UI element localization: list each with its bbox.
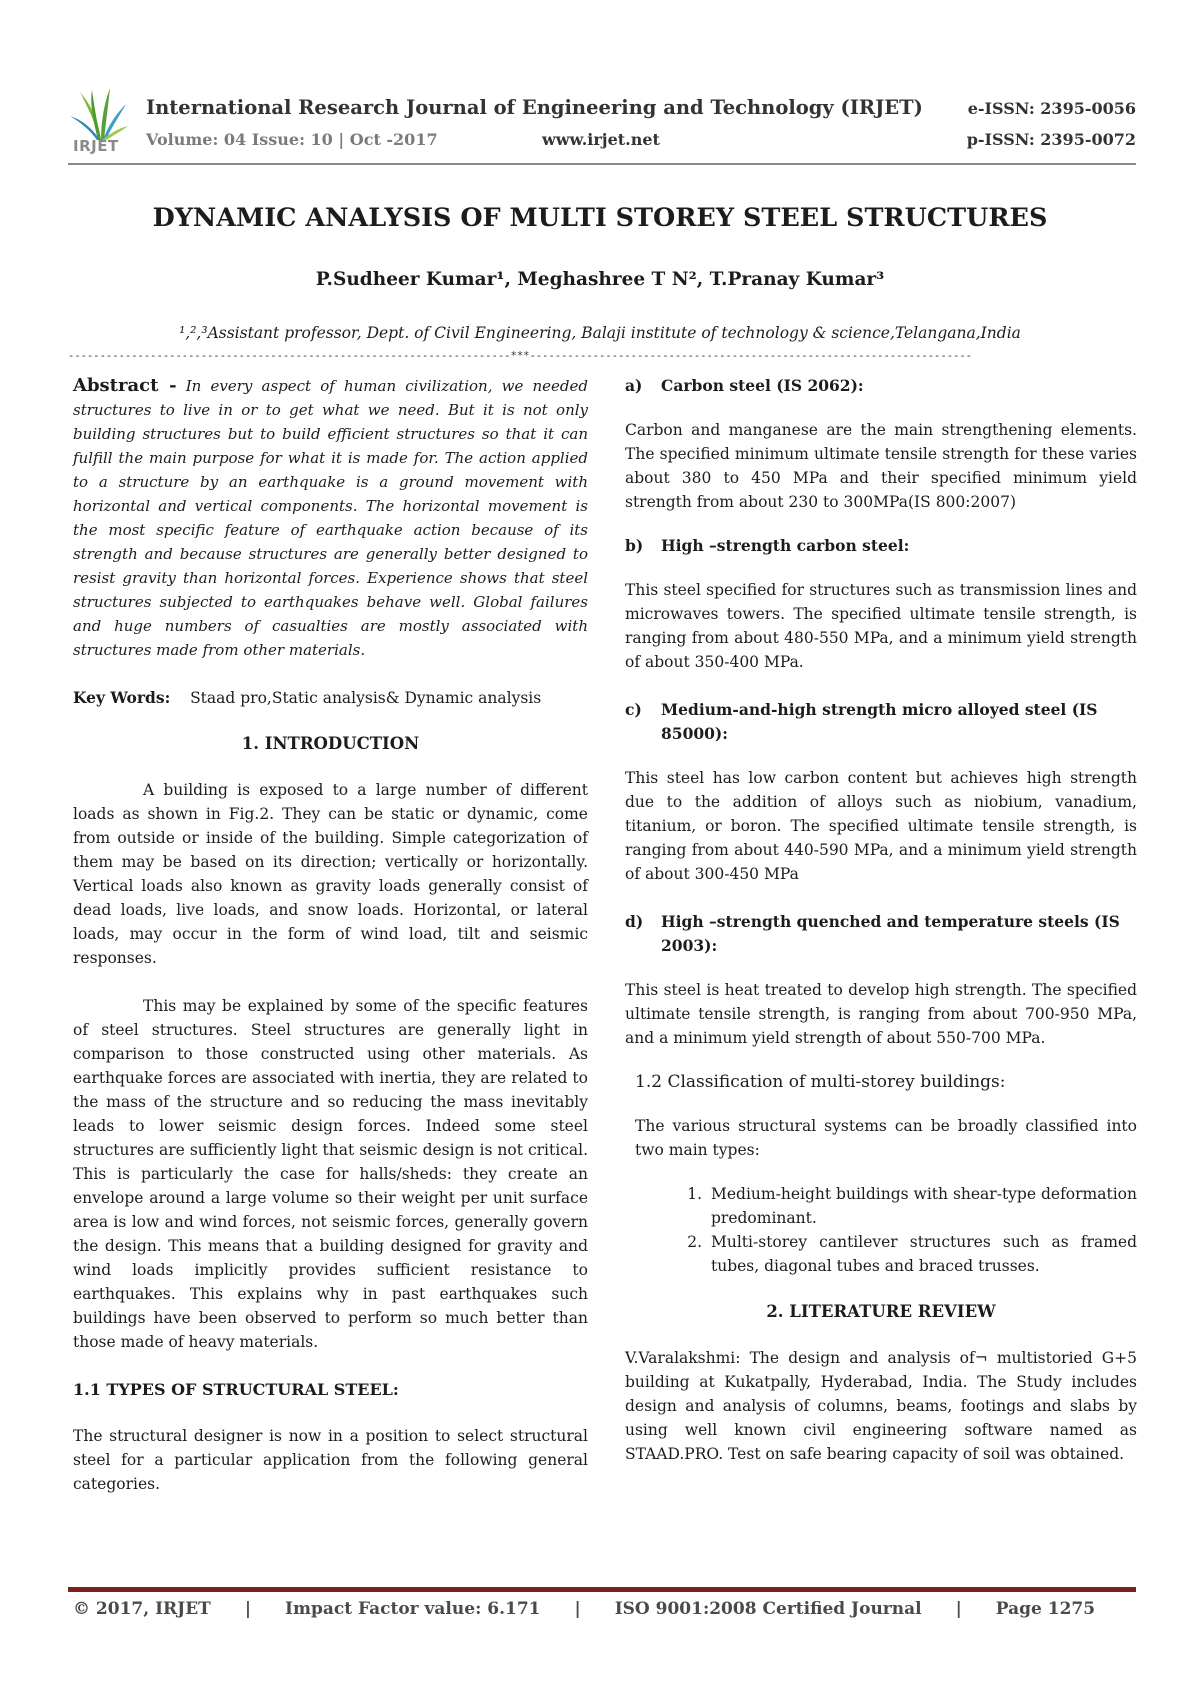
quenched-steel-text: This steel is heat treated to develop high strength. The specified ultimate tensile strength, is ranging from about 700-950 MPa, and a minimum yield strength of about 550-700 MPa.	[625, 981, 1137, 1047]
list-item: 1. Medium-height buildings with shear-type deformation predominant.	[707, 1182, 1137, 1230]
carbon-steel-text: Carbon and manganese are the main strengthening elements. The specified minimum ultimate tensile strength for these varies about 380 to 450 MPa and their specified minimum yield strength from about 230 to 300MPa(IS 800:2007)	[625, 421, 1137, 511]
pissn: p-ISSN: 2395-0072	[966, 130, 1136, 149]
footer: © 2017, IRJET | Impact Factor value: 6.171 | ISO 9001:2008 Certified Journal | Page 1275	[73, 1599, 1096, 1619]
literature-heading: 2. LITERATURE REVIEW	[766, 1302, 996, 1321]
classification-text: The various structural systems can be broadly classified into two main types:	[635, 1117, 1137, 1159]
introduction-heading: 1. INTRODUCTION	[241, 734, 420, 753]
separator: ----------------------------------------------------------------------***----------------------------------------------------------------------	[68, 350, 972, 362]
carbon-steel-heading: a) Carbon steel (IS 2062):	[625, 376, 864, 395]
abstract	[73, 374, 588, 662]
left-column	[73, 374, 588, 1496]
intro-paragraph-2: This may be explained by some of the specific features of steel structures. Steel structures are generally light in comparison to those constructed using other materials. As earthquake forces are associated with inertia, they are related to the mass of the structure and so reducing the mass inevitably leads to lower seismic design forces. Indeed some steel structures are sufficiently light that seismic design is not critical. This is particularly the case for halls/sheds: they create an envelope around a large volume so their weight per unit surface area is low and wind forces, not seismic forces, generally govern the design. This means that a building designed for gravity and wind loads implicitly provides sufficient resistance to earthquakes. This explains why in past earthquakes such buildings have been observed to perform so much better than those made of heavy materials.	[73, 997, 588, 1351]
logo-text: IRJET	[73, 137, 119, 155]
micro-alloyed-text: This steel has low carbon content but achieves high strength due to the addition of alloys such as niobium, vanadium, titanium, or boron. The specified ultimate tensile strength, is ranging from about 440-590 MPa, and a minimum yield strength of about 300-450 MPa	[625, 769, 1137, 883]
keywords	[73, 686, 588, 710]
iso-certification: ISO 9001:2008 Certified Journal	[614, 1599, 922, 1619]
keywords-label: Key Words:	[73, 688, 171, 707]
classification-list	[625, 1182, 1137, 1278]
affiliation: ¹,²,³Assistant professor, Dept. of Civil Engineering, Balaji institute of technology & science,Telangana,India	[179, 324, 1021, 342]
volume-issue: Volume: 04 Issue: 10 | Oct -2017	[146, 130, 438, 149]
abstract-text: In every aspect of human civilization, we needed structures to live in or to get what we need. But it is not only building structures but to build efficient structures so that it can fulfill the main purpose for what it is made for. The action applied to a structure by an earthquake is a ground movement with horizontal and vertical components. The horizontal movement is the most specific feature of earthquake action because of its strength and because structures are generally better designed to resist gravity than horizontal forces. Experience shows that steel structures subjected to earthquakes behave well. Global failures and huge numbers of casualties are mostly associated with structures made from other materials.	[73, 377, 588, 659]
page-number: Page 1275	[995, 1599, 1096, 1619]
journal-website: www.irjet.net	[542, 130, 660, 149]
micro-alloyed-heading: c) Medium-and-high strength micro alloyed steel (IS 85000):	[625, 700, 1098, 743]
high-strength-carbon-text: This steel specified for structures such as transmission lines and microwaves towers. The specified ultimate tensile strength, is ranging from about 480-550 MPa, and a minimum yield strength of about 350-400 MPa.	[625, 581, 1137, 671]
eissn: e-ISSN: 2395-0056	[967, 99, 1136, 118]
intro-paragraph-1: A building is exposed to a large number of different loads as shown in Fig.2. They can be static or dynamic, come from outside or inside of the building. Simple categorization of them may be based on its direction; vertically or horizontally. Vertical loads also known as gravity loads generally consist of dead loads, live loads, and snow loads. Horizontal, or lateral loads, may occur in the form of wind load, tilt and seismic responses.	[73, 781, 588, 967]
footer-rule	[68, 1587, 1136, 1592]
abstract-label: Abstract -	[73, 375, 177, 396]
keywords-text: Staad pro,Static analysis& Dynamic analysis	[190, 689, 542, 707]
header-rule	[68, 163, 1136, 165]
impact-factor: Impact Factor value: 6.171	[285, 1599, 541, 1619]
journal-title: International Research Journal of Engineering and Technology (IRJET)	[146, 96, 923, 119]
quenched-steel-heading: d) High –strength quenched and temperature steels (IS 2003):	[625, 912, 1120, 955]
classification-heading: 1.2 Classification of multi-storey buildings:	[635, 1072, 1006, 1092]
list-item: 2. Multi-storey cantilever structures such as framed tubes, diagonal tubes and braced trusses.	[707, 1230, 1137, 1278]
paper-title: DYNAMIC ANALYSIS OF MULTI STOREY STEEL STRUCTURES	[152, 203, 1048, 233]
copyright: © 2017, IRJET	[73, 1599, 211, 1619]
authors: P.Sudheer Kumar¹, Meghashree T N², T.Pranay Kumar³	[315, 269, 885, 290]
types-heading: 1.1 TYPES OF STRUCTURAL STEEL:	[73, 1380, 399, 1399]
right-column	[625, 374, 1137, 1466]
literature-text: V.Varalakshmi: The design and analysis of¬ multistoried G+5 building at Kukatpally, Hyderabad, India. The Study includes design and analysis of columns, beams, footings and slabs by using well known civil engineering software named as STAAD.PRO. Test on safe bearing capacity of soil was obtained.	[625, 1349, 1137, 1463]
types-paragraph: The structural designer is now in a position to select structural steel for a particular application from the following general categories.	[73, 1427, 588, 1493]
high-strength-carbon-heading: b) High –strength carbon steel:	[625, 536, 910, 555]
